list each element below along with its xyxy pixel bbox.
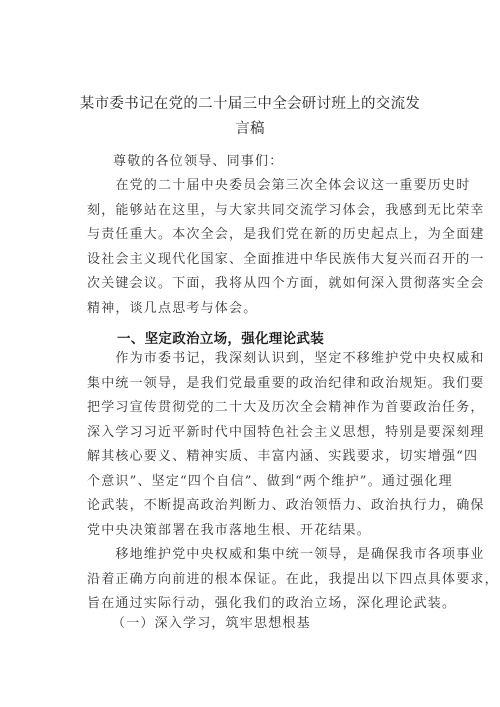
- paragraph-line: 作为市委书记，我深刻认识到，坚定不移维护党中央权威和: [87, 351, 485, 366]
- intro-line: 刻，能够站在这里，与大家共同交流学习体会，我感到无比荣幸: [87, 202, 485, 218]
- document-title-line-2: 言稿: [235, 121, 265, 137]
- intro-line: 精神，谈几点思考与体会。: [87, 300, 258, 316]
- salutation-text: 尊敬的各位领导、同事们：: [113, 154, 284, 169]
- paragraph-line: 移地维护党中央权威和集中统一领导，是确保我市各项事业: [87, 547, 485, 562]
- section-heading: 一、坚定政治立场，强化理论武装: [117, 331, 324, 347]
- salutation: [87, 150, 417, 175]
- section1-paragraph-2: [87, 543, 499, 617]
- paragraph-line: 解其核心要义、精神实质、丰富内涵、实践要求，切实增强“四: [87, 449, 479, 464]
- paragraph-line: 把学习宣传贯彻党的二十大及历次全会精神作为首要政治任务，: [87, 400, 485, 415]
- intro-line: 次关键会议。下面，我将从四个方面，就如何深入贯彻落实全会: [87, 276, 485, 291]
- paragraph-line: 深入学习习近平新时代中国特色社会主义思想，特别是要深刻理: [87, 424, 485, 440]
- intro-paragraph: [87, 174, 485, 321]
- paragraph-line: 集中统一领导，是我们党最重要的政治纪律和政治规矩。我们要: [87, 375, 485, 391]
- intro-line: 在党的二十届中央委员会第三次全体会议这一重要历史时: [87, 178, 471, 193]
- paragraph-line: 个意识”、坚定“四个自信”、做到“两个维护”。通过强化理: [87, 473, 453, 489]
- document-title-line-1: 某市委书记在党的二十届三中全会研讨班上的交流发: [79, 96, 421, 112]
- intro-line: 设社会主义现代化国家、全面推进中华民族伟大复兴而召开的一: [87, 251, 485, 267]
- section1-paragraph-1: [87, 347, 485, 543]
- paragraph-line: 旨在通过实际行动，强化我们的政治立场，深化理论武装。: [87, 596, 457, 611]
- subsection-heading: （一）深入学习，筑牢思想根基: [112, 616, 311, 631]
- intro-line: 与责任重大。本次全会，是我们党在新的历史起点上，为全面建: [87, 227, 485, 242]
- paragraph-line: 沿着正确方向前进的根本保证。在此，我提出以下四点具体要求，: [87, 571, 499, 587]
- paragraph-line: 党中央决策部署在我市落地生根、开花结果。: [87, 522, 372, 538]
- paragraph-line: 论武装，不断提高政治判断力、政治领悟力、政治执行力，确保: [87, 498, 485, 513]
